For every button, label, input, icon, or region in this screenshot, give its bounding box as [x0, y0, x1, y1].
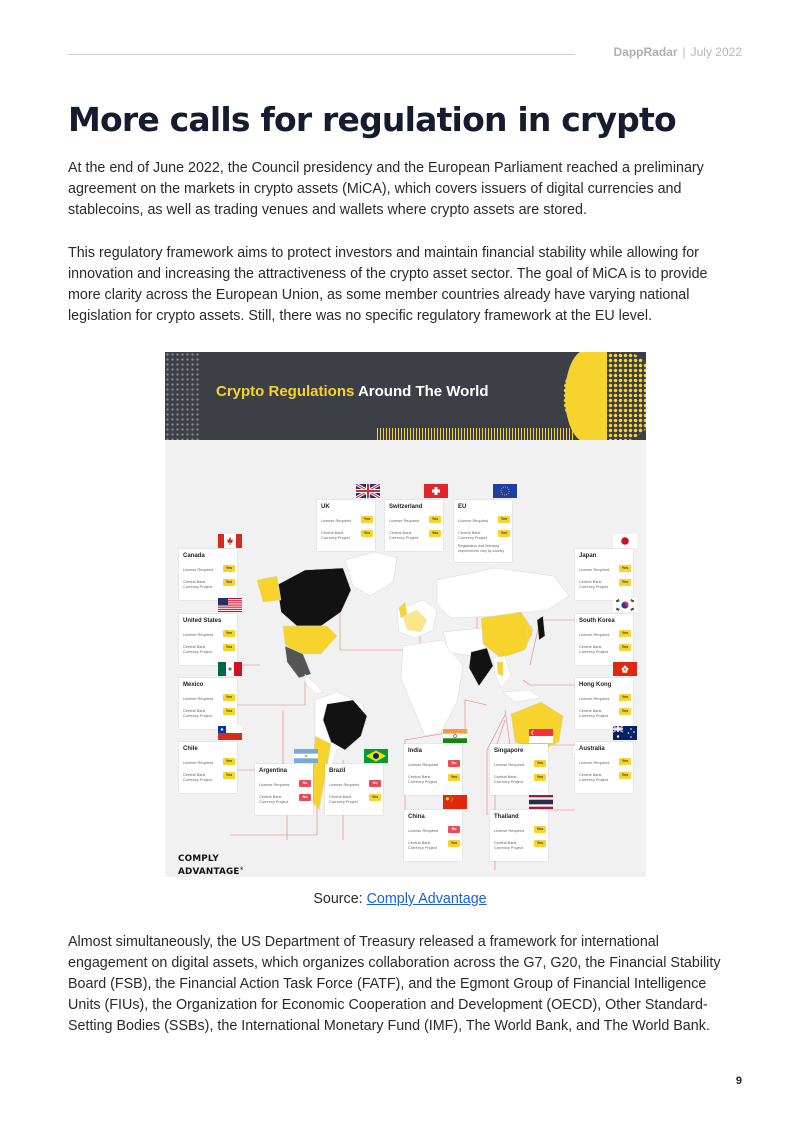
country-card-uk — [317, 500, 375, 551]
mexico-flag-icon — [218, 662, 242, 676]
country-card-brazil — [325, 764, 383, 815]
cbdc-label: Central Bank Currency Project — [494, 774, 523, 784]
us-flag-icon — [218, 598, 242, 612]
cbdc-label: Central Bank Currency Project — [259, 794, 288, 804]
country-card-hong-kong — [575, 678, 633, 729]
country-name: India — [408, 748, 423, 754]
cbdc-label: Central Bank Currency Project — [408, 840, 437, 850]
license-badge: No — [448, 760, 460, 767]
report-date: July 2022 — [690, 45, 742, 59]
license-required-label: License Required — [494, 828, 525, 833]
cbdc-badge: Yes — [498, 530, 510, 537]
cbdc-badge: Yes — [448, 840, 460, 847]
cbdc-label: Central Bank Currency Project — [408, 774, 437, 784]
cbdc-badge: Yes — [223, 772, 235, 779]
country-card-japan — [575, 549, 633, 600]
license-badge: Yes — [429, 516, 441, 523]
license-badge: No — [448, 826, 460, 833]
hong-kong-flag-icon — [613, 662, 637, 676]
paragraph-mica-agreement: At the end of June 2022, the Council presidency and the European Parliament reached a preliminary agreement on the markets in crypto assets (MiCA), which covers issuers of digital currencies and stablecoins, as well as trading venues and wallets where crypto assets are stored. — [68, 160, 704, 218]
cbdc-label: Central Bank Currency Project — [579, 579, 608, 589]
cbdc-badge: Yes — [619, 644, 631, 651]
uk-flag-icon — [356, 484, 380, 498]
country-name: Mexico — [183, 682, 204, 688]
thailand-flag-icon — [529, 795, 553, 809]
argentina-flag-icon — [294, 749, 318, 763]
image-source — [0, 891, 800, 907]
comply-advantage-logo — [178, 855, 244, 877]
country-name: EU — [458, 504, 467, 510]
cbdc-badge: Yes — [223, 644, 235, 651]
license-required-label: License Required — [579, 696, 610, 701]
license-badge: Yes — [498, 516, 510, 523]
license-required-label: License Required — [579, 632, 610, 637]
australia-flag-icon — [613, 726, 637, 740]
cbdc-badge: Yes — [619, 579, 631, 586]
country-card-switzerland — [385, 500, 443, 551]
country-name: Australia — [579, 746, 605, 752]
country-card-united-states — [179, 614, 237, 665]
license-badge: Yes — [223, 758, 235, 765]
country-card-singapore — [490, 744, 548, 795]
cbdc-badge: Yes — [223, 708, 235, 715]
license-required-label: License Required — [183, 567, 214, 572]
eu-flag-icon — [493, 484, 517, 498]
canada-flag-icon — [218, 534, 242, 548]
infographic-header — [165, 352, 646, 440]
license-required-label: License Required — [259, 782, 290, 787]
stripe-decoration — [377, 428, 575, 440]
india-flag-icon — [443, 729, 467, 743]
cbdc-label: Central Bank Currency Project — [329, 794, 358, 804]
country-name: United States — [183, 618, 222, 624]
switzerland-flag-icon — [424, 484, 448, 498]
country-card-mexico — [179, 678, 237, 729]
license-badge: Yes — [534, 826, 546, 833]
license-badge: No — [299, 780, 311, 787]
license-badge: Yes — [223, 565, 235, 572]
cbdc-label: Central Bank Currency Project — [183, 644, 212, 654]
logo-line-2: ADVANTAGE® — [178, 866, 244, 877]
cbdc-badge: Yes — [534, 840, 546, 847]
country-card-chile — [179, 742, 237, 793]
country-name: China — [408, 814, 425, 820]
cbdc-label: Central Bank Currency Project — [579, 708, 608, 718]
source-link[interactable]: Comply Advantage — [366, 891, 487, 907]
cbdc-label: Central Bank Currency Project — [321, 530, 350, 540]
country-card-argentina — [255, 764, 313, 815]
cbdc-label: Central Bank Currency Project — [183, 772, 212, 782]
cbdc-badge: Yes — [534, 774, 546, 781]
license-badge: Yes — [619, 758, 631, 765]
logo-line-1: COMPLY — [178, 854, 219, 864]
cbdc-badge: Yes — [448, 774, 460, 781]
country-name: Singapore — [494, 748, 524, 754]
country-name: Canada — [183, 553, 205, 559]
cbdc-label: Central Bank Currency Project — [183, 708, 212, 718]
semicircle-decoration — [565, 352, 607, 440]
country-name: Chile — [183, 746, 198, 752]
license-badge: Yes — [223, 694, 235, 701]
license-badge: Yes — [619, 694, 631, 701]
cbdc-label: Central Bank Currency Project — [458, 530, 487, 540]
license-required-label: License Required — [579, 567, 610, 572]
license-required-label: License Required — [329, 782, 360, 787]
license-required-label: License Required — [494, 762, 525, 767]
cbdc-badge: Yes — [429, 530, 441, 537]
cbdc-badge: No — [299, 794, 311, 801]
cbdc-badge: Yes — [223, 579, 235, 586]
country-card-china — [404, 810, 462, 861]
singapore-flag-icon — [529, 729, 553, 743]
country-name: Thailand — [494, 814, 519, 820]
infographic-title-rest: Around The World — [354, 383, 489, 400]
license-required-label: License Required — [408, 828, 439, 833]
country-name: Switzerland — [389, 504, 423, 510]
dot-pattern-left — [165, 352, 199, 440]
license-required-label: License Required — [458, 518, 489, 523]
country-name: Brazil — [329, 768, 346, 774]
country-name: Argentina — [259, 768, 288, 774]
country-name: Japan — [579, 553, 597, 559]
cbdc-badge: Yes — [619, 772, 631, 779]
header-brand — [613, 45, 742, 59]
license-required-label: License Required — [408, 762, 439, 767]
license-required-label: License Required — [183, 696, 214, 701]
country-card-eu — [454, 500, 512, 562]
crypto-regulations-infographic — [165, 352, 646, 877]
cbdc-badge: Yes — [369, 794, 381, 801]
header-separator: | — [682, 45, 686, 59]
china-flag-icon — [443, 795, 467, 809]
license-required-label: License Required — [321, 518, 352, 523]
license-badge: Yes — [534, 760, 546, 767]
cbdc-label: Central Bank Currency Project — [389, 530, 418, 540]
cbdc-label: Central Bank Currency Project — [183, 579, 212, 589]
header-rule — [68, 54, 575, 55]
country-card-south-korea — [575, 614, 633, 665]
registered-mark: ® — [239, 866, 244, 871]
license-required-label: License Required — [183, 632, 214, 637]
brand-name: DappRadar — [613, 45, 678, 59]
japan-flag-icon — [613, 534, 637, 548]
license-required-label: License Required — [389, 518, 420, 523]
infographic-title-highlight: Crypto Regulations — [216, 383, 355, 400]
cbdc-label: Central Bank Currency Project — [579, 772, 608, 782]
country-card-canada — [179, 549, 237, 600]
source-label: Source: — [313, 891, 367, 907]
cbdc-badge: Yes — [361, 530, 373, 537]
country-card-india — [404, 744, 462, 795]
license-badge: No — [369, 780, 381, 787]
country-name: South Korea — [579, 618, 615, 624]
country-card-thailand — [490, 810, 548, 861]
chile-flag-icon — [218, 726, 242, 740]
cbdc-badge: Yes — [619, 708, 631, 715]
cbdc-label: Central Bank Currency Project — [579, 644, 608, 654]
license-required-label: License Required — [183, 760, 214, 765]
paragraph-us-treasury: Almost simultaneously, the US Department of Treasury released a framework for international engagement on digital assets, which organizes collaboration across the G7, G20, the Financial Stability Board (FSB), the Financial Action Task Force (FATF), and the Egmont Group of Financial Intelligence Units (FIUs), the Organization for Economic Cooperation and Development (OECD), Other Standard-Setting Bodies (SSBs), the International Monetary Fund (IMF), The World Bank, and The World Bank. — [68, 934, 721, 1034]
page-number: 9 — [735, 1075, 742, 1087]
license-required-label: License Required — [579, 760, 610, 765]
eu-note: Registration and licensing requirements vary by country — [458, 544, 505, 553]
paragraph-mica-goals: This regulatory framework aims to protect investors and maintain financial stability while allowing for innovation and increasing the attractiveness of the crypto asset sector. The goal of MiCA is to provide more clarity across the European Union, as some member countries already have varying national legislation for crypto assets. Still, there was no specific regulatory framework at the EU level. — [68, 245, 708, 324]
cbdc-label: Central Bank Currency Project — [494, 840, 523, 850]
license-badge: Yes — [223, 630, 235, 637]
license-badge: Yes — [361, 516, 373, 523]
brazil-flag-icon — [364, 749, 388, 763]
south-korea-flag-icon — [613, 598, 637, 612]
infographic-title — [216, 383, 489, 400]
license-badge: Yes — [619, 630, 631, 637]
page-title: More calls for regulation in crypto — [68, 100, 676, 139]
country-card-australia — [575, 742, 633, 793]
license-badge: Yes — [619, 565, 631, 572]
country-name: UK — [321, 504, 330, 510]
country-name: Hong Kong — [579, 682, 612, 688]
